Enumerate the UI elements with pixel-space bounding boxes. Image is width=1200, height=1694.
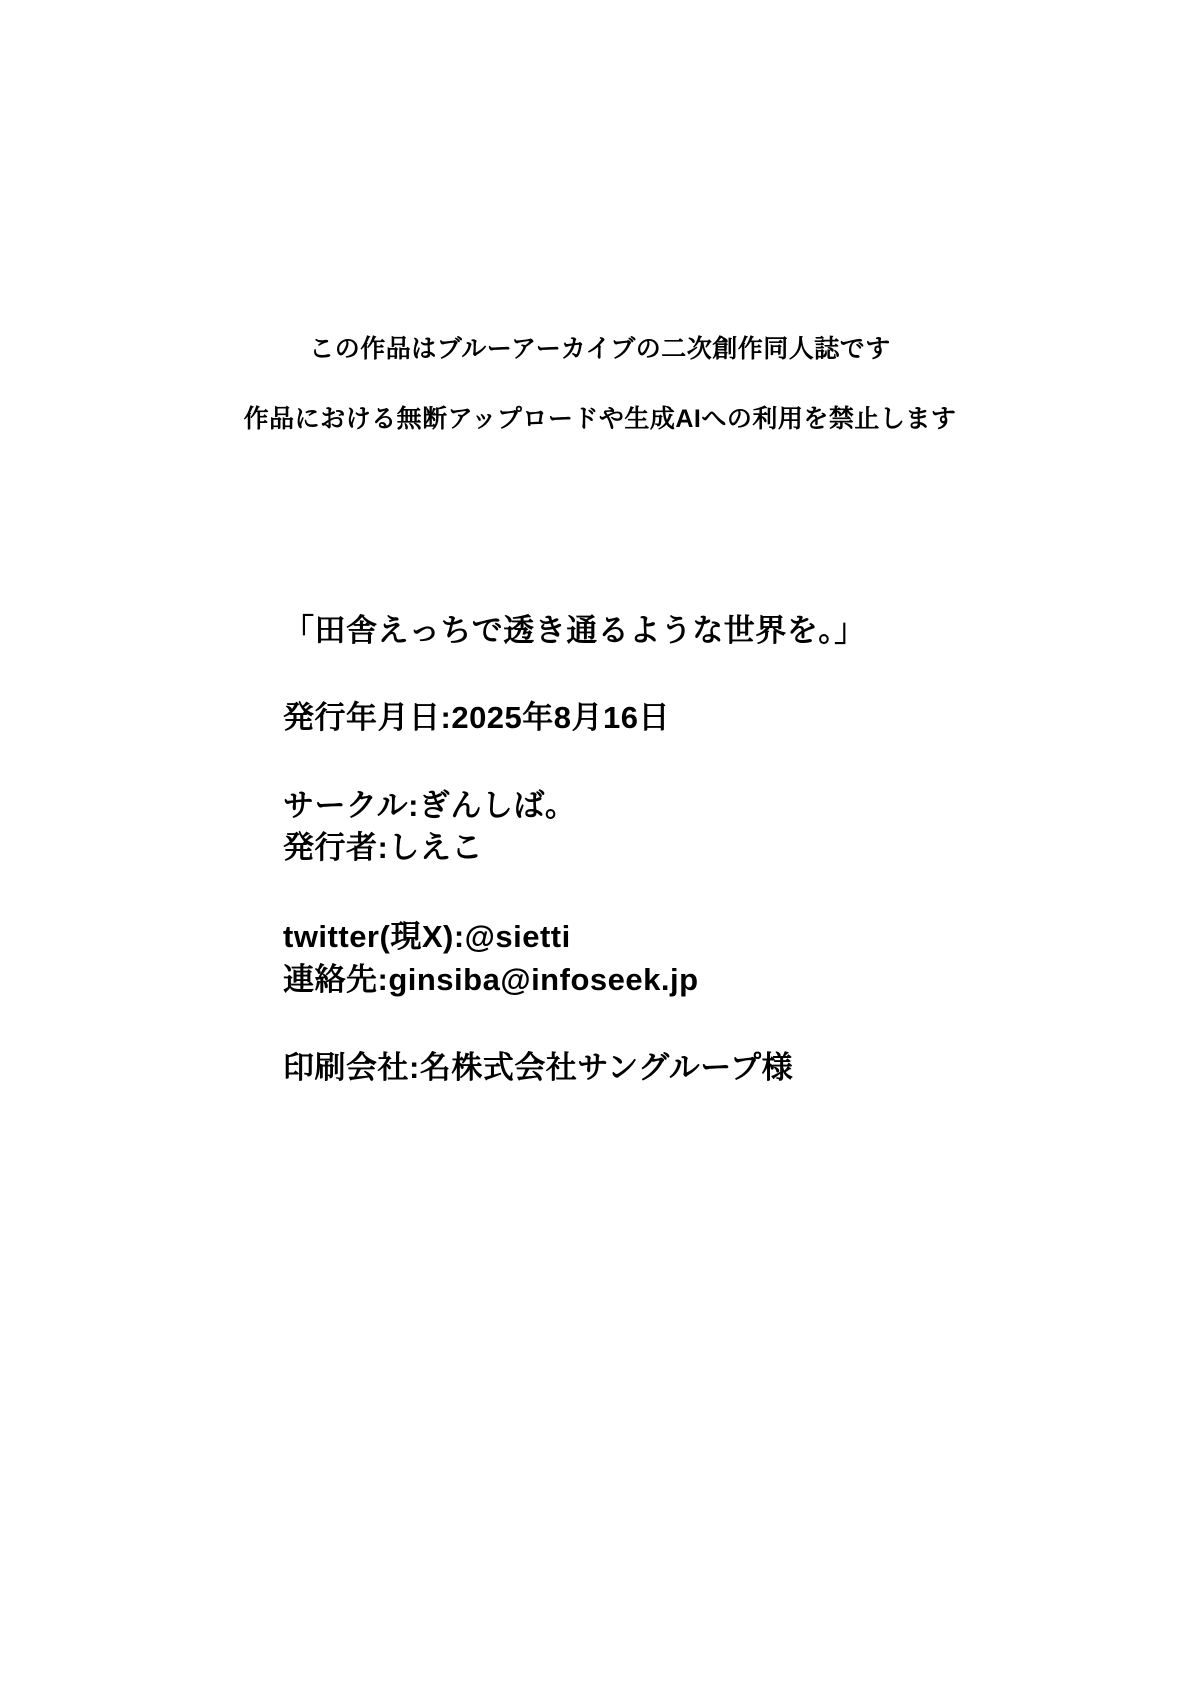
- contact-group: [283, 917, 1043, 1001]
- notice-line-2: 作品における無断アップロードや生成AIへの利用を禁止します: [243, 405, 957, 433]
- usage-notice: [0, 334, 1200, 434]
- work-title: 「田舎えっちで透き通るような世界を。」: [283, 613, 866, 648]
- publish-date: 発行年月日:2025年8月16日: [283, 699, 671, 735]
- publisher-name: 発行者:しえこ: [283, 830, 483, 866]
- printing-company: 印刷会社:名株式会社サングループ様: [283, 1050, 794, 1086]
- notice-line-1: この作品はブルーアーカイブの二次創作同人誌です: [309, 335, 891, 363]
- contact-email: 連絡先:ginsiba@infoseek.jp: [283, 962, 699, 998]
- twitter-handle: twitter(現X):@sietti: [283, 919, 571, 955]
- colophon-block: [283, 612, 1043, 1088]
- circle-group: [283, 786, 1043, 870]
- circle-name: サークル:ぎんしば。: [283, 787, 577, 823]
